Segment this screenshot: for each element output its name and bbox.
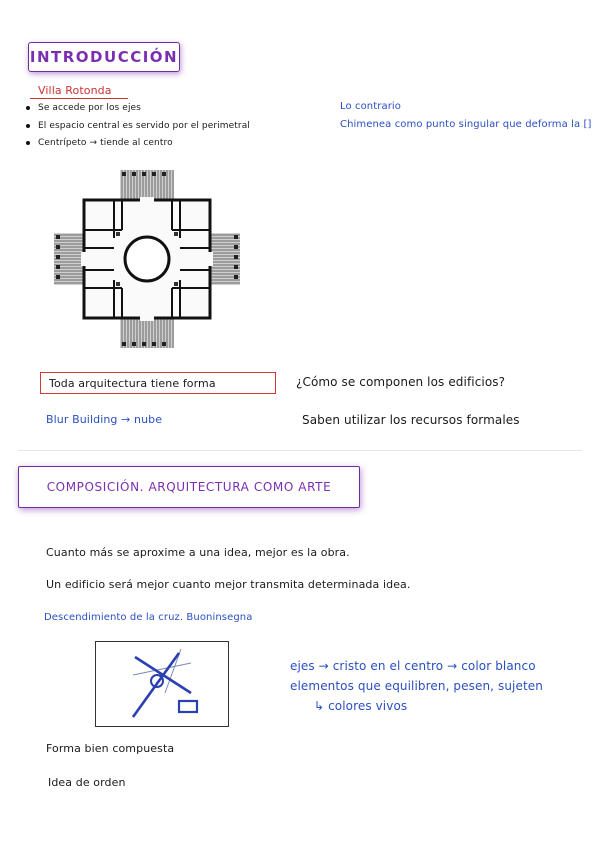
blur-building-note: Blur Building → nube xyxy=(46,413,163,426)
section-title-introduccion: INTRODUCCIÓN xyxy=(28,42,180,72)
subtitle-underline xyxy=(30,98,128,99)
list-item: El espacio central es servido por el perimetral xyxy=(26,121,250,131)
list-item: Centrípeto → tiende al centro xyxy=(26,138,173,148)
answer-text: Saben utilizar los recursos formales xyxy=(302,413,520,427)
villa-rotonda-plan-image xyxy=(52,168,242,350)
boxed-statement: Toda arquitectura tiene forma xyxy=(40,372,276,394)
bullet-icon xyxy=(26,141,30,145)
statement-line: Un edificio será mejor cuanto mejor transmita determinada idea. xyxy=(46,578,411,591)
note-lo-contrario: Lo contrario xyxy=(340,101,402,112)
section-divider xyxy=(18,450,582,451)
closing-line: Forma bien compuesta xyxy=(46,742,175,755)
section-title-composicion: COMPOSICIÓN. ARQUITECTURA COMO ARTE xyxy=(18,466,360,508)
bullet-icon xyxy=(26,106,30,110)
closing-line: Idea de orden xyxy=(48,776,126,789)
note-ejes: ejes → cristo en el centro → color blanco xyxy=(290,659,536,673)
statement-line: Cuanto más se aproxime a una idea, mejor es la obra. xyxy=(46,546,350,559)
subtitle-villa-rotonda: Villa Rotonda xyxy=(38,84,112,97)
painting-reference: Descendimiento de la cruz. Buoninsegna xyxy=(44,612,253,623)
question-text: ¿Cómo se componen los edificios? xyxy=(296,375,506,389)
note-colores: ↳ colores vivos xyxy=(314,699,408,713)
list-item: Se accede por los ejes xyxy=(26,103,141,113)
composition-sketch xyxy=(95,641,229,727)
note-chimenea: Chimenea como punto singular que deforma la [] xyxy=(340,119,592,130)
bullet-icon xyxy=(26,124,30,128)
note-elementos: elementos que equilibren, pesen, sujeten xyxy=(290,679,543,693)
